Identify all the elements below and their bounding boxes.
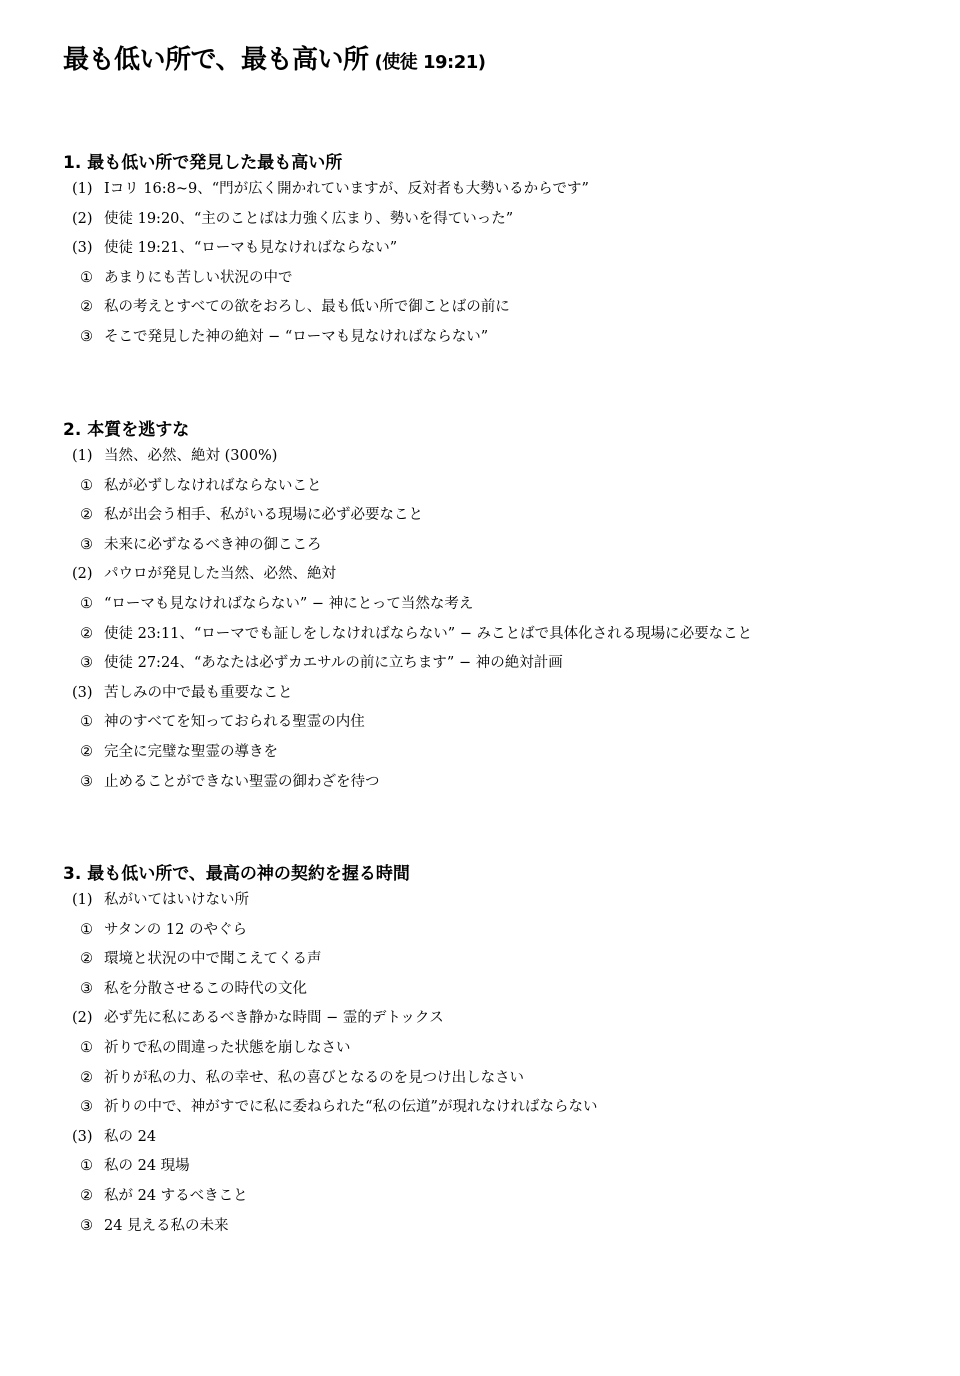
outline-item: [72, 682, 293, 704]
item-marker: (3): [72, 240, 93, 257]
item-text: サタンの 12 のやぐら: [104, 921, 247, 938]
item-marker: ①: [80, 1158, 93, 1175]
item-text: 私を分散させるこの時代の文化: [104, 980, 307, 997]
item-marker: ①: [80, 477, 93, 494]
item-marker: ②: [80, 507, 93, 524]
item-text: 24 見える私の未来: [104, 1217, 229, 1234]
item-text: 祈りの中で、神がすでに私に委ねられた“私の伝道”が現れなければならない: [104, 1099, 598, 1116]
item-marker: ①: [80, 714, 93, 731]
title-main: 最も低い所で、最も高い所: [63, 45, 369, 75]
item-text: 神のすべてを知っておられる聖霊の内住: [104, 714, 365, 731]
item-marker: (3): [72, 1128, 93, 1145]
item-marker: ①: [80, 1040, 93, 1056]
item-text: 私が出会う相手、私がいる現場に必ず必要なこと: [104, 507, 423, 524]
item-marker: ②: [80, 951, 93, 968]
item-text: そこで発見した神の絶対 − “ローマも見なければならない”: [104, 329, 489, 345]
item-marker: ③: [80, 1099, 93, 1116]
section-heading: 1. 最も低い所で発見した最も高い所: [63, 153, 343, 173]
item-text: 使徒 23:11、“ローマでも証しをしなければならない” − みことばで具体化される現場に必要なこと: [104, 625, 753, 642]
outline-subitem: [80, 504, 423, 526]
outline-subitem: [80, 475, 322, 497]
item-text: 環境と状況の中で聞こえてくる声: [104, 951, 322, 968]
outline-subitem: [80, 267, 293, 289]
outline-subitem: [80, 1185, 248, 1207]
outline-subitem: [80, 326, 488, 348]
title-scripture-ref: (使徒 19:21): [374, 52, 486, 73]
item-marker: ③: [80, 773, 93, 790]
item-marker: ③: [80, 1217, 93, 1234]
outline-subitem: [80, 296, 510, 318]
outline-item: [72, 178, 589, 200]
item-text: 私がいてはいけない所: [104, 892, 249, 908]
item-marker: ②: [80, 744, 93, 760]
item-marker: ①: [80, 596, 93, 612]
item-marker: ①: [80, 269, 93, 286]
outline-subitem: [80, 534, 322, 556]
item-text: Ⅰコリ 16:8~9、“門が広く開かれていますが、反対者も大勢いるからです”: [104, 181, 589, 197]
item-text: “ローマも見なければならない” − 神にとって当然な考え: [104, 596, 474, 612]
outline-subitem: [80, 1215, 229, 1237]
outline-item: [72, 563, 336, 585]
outline-item: [72, 237, 397, 259]
item-text: 祈りで私の間違った状態を崩しなさい: [104, 1040, 351, 1056]
item-marker: (1): [72, 892, 93, 908]
outline-subitem: [80, 919, 247, 941]
item-text: 私の考えとすべての欲をおろし、最も低い所で御ことばの前に: [104, 299, 510, 316]
outline-subitem: [80, 1155, 190, 1177]
item-marker: ③: [80, 536, 93, 553]
item-text: パウロが発見した当然、必然、絶対: [104, 566, 336, 583]
item-marker: (1): [72, 181, 93, 197]
document-title: [63, 40, 486, 83]
outline-subitem: [80, 623, 752, 645]
item-marker: (1): [72, 448, 93, 464]
outline-subitem: [80, 711, 365, 733]
item-text: 使徒 27:24、“あなたは必ずカエサルの前に立ちます” − 神の絶対計画: [104, 655, 563, 672]
section-heading: 2. 本質を逃すな: [63, 420, 190, 440]
item-marker: ①: [80, 921, 93, 938]
outline-item: [72, 1126, 156, 1148]
outline-subitem: [80, 771, 380, 793]
section-heading: 3. 最も低い所で、最高の神の契約を握る時間: [63, 864, 410, 884]
item-text: 使徒 19:20、“主のことばは力強く広まり、勢いを得ていった”: [104, 210, 514, 227]
item-marker: ③: [80, 329, 93, 345]
outline-item: [72, 1007, 444, 1029]
item-marker: ③: [80, 655, 93, 672]
item-marker: (2): [72, 566, 93, 583]
item-text: 完全に完璧な聖霊の導きを: [104, 744, 278, 760]
outline-subitem: [80, 652, 563, 674]
item-text: 祈りが私の力、私の幸せ、私の喜びとなるのを見つけ出しなさい: [104, 1069, 525, 1086]
item-text: 私が必ずしなければならないこと: [104, 477, 322, 494]
item-marker: ②: [80, 625, 93, 642]
outline-item: [72, 208, 513, 230]
item-marker: (2): [72, 1010, 93, 1027]
item-text: あまりにも苦しい状況の中で: [104, 269, 293, 286]
item-text: 苦しみの中で最も重要なこと: [104, 684, 293, 701]
item-marker: ③: [80, 980, 93, 997]
outline-subitem: [80, 1037, 351, 1059]
outline-subitem: [80, 741, 278, 763]
item-marker: (2): [72, 210, 93, 227]
outline-subitem: [80, 1067, 524, 1089]
item-text: 未来に必ずなるべき神の御こころ: [104, 536, 322, 553]
item-text: 私の 24 現場: [104, 1158, 190, 1175]
item-marker: (3): [72, 684, 93, 701]
item-marker: ②: [80, 1188, 93, 1204]
outline-item: [72, 889, 249, 911]
item-text: 必ず先に私にあるべき静かな時間 − 霊的デトックス: [104, 1010, 444, 1027]
outline-item: [72, 445, 277, 467]
item-marker: ②: [80, 1069, 93, 1086]
outline-subitem: [80, 978, 307, 1000]
outline-subitem: [80, 593, 473, 615]
item-text: 使徒 19:21、“ローマも見なければならない”: [104, 240, 398, 257]
item-text: 私の 24: [104, 1128, 157, 1145]
item-marker: ②: [80, 299, 93, 316]
outline-subitem: [80, 948, 322, 970]
item-text: 私が 24 するべきこと: [104, 1188, 248, 1204]
item-text: 当然、必然、絶対 (300%): [104, 448, 278, 464]
item-text: 止めることができない聖霊の御わざを待つ: [104, 773, 380, 790]
outline-subitem: [80, 1096, 597, 1118]
